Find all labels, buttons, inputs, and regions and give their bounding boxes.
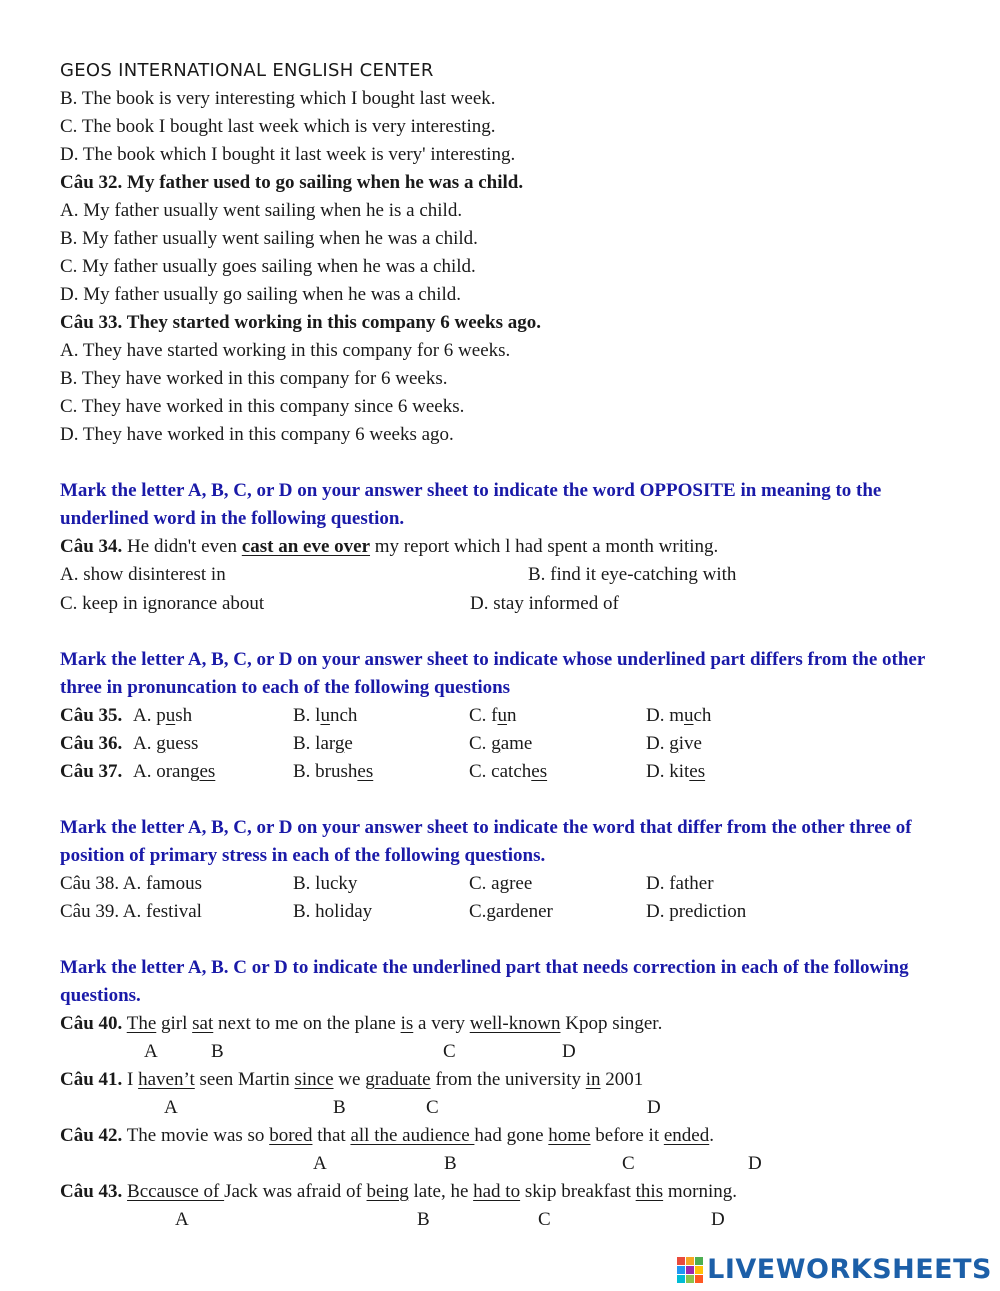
- q37-a-pre: A. orang: [133, 761, 200, 782]
- q43-text: skip breakfast: [520, 1181, 636, 1202]
- q34-post: my report which l had spent a month writing.: [370, 536, 719, 557]
- q36-c-pre: C.: [469, 733, 492, 754]
- q35-a-post: sh: [175, 705, 193, 726]
- q40-part-b: sat: [192, 1013, 214, 1034]
- q43-text: late, he: [408, 1181, 474, 1202]
- q38-option-b: B. lucky: [293, 873, 358, 894]
- q41-text: 2001: [600, 1069, 644, 1090]
- logo-grid-cell: [677, 1257, 685, 1265]
- q42-text: before it: [590, 1125, 664, 1146]
- q36-b-pre: B. lar: [293, 733, 335, 754]
- q34-label: Câu 34.: [60, 536, 123, 557]
- q41-part-b: since: [294, 1069, 334, 1090]
- instruction-stress: Mark the letter A, B, C, or D on your answer sheet to indicate the word that differ from the other three of position of primary stress in each of the following questions.: [60, 817, 912, 866]
- q35-b-pre: B. l: [293, 705, 321, 726]
- q42-letter-d: D: [748, 1153, 762, 1174]
- q40-text: girl: [156, 1013, 193, 1034]
- q37-b-underlined: es: [357, 761, 374, 782]
- q35-b-underlined: u: [320, 705, 330, 726]
- q40-part-d: well-known: [469, 1013, 561, 1034]
- q36-option-c: [469, 730, 532, 758]
- q42-part-c: home: [548, 1125, 591, 1146]
- logo-grid-cell: [695, 1257, 703, 1265]
- q33-option-b: B. They have worked in this company for 6 weeks.: [60, 368, 448, 389]
- q40-sentence: [60, 1010, 662, 1038]
- q41-text: seen Martin: [194, 1069, 295, 1090]
- q42-text: that: [312, 1125, 351, 1146]
- q32-option-d: D. My father usually go sailing when he was a child.: [60, 284, 462, 305]
- q42-text: .: [709, 1125, 714, 1146]
- q41-text: I: [122, 1069, 139, 1090]
- logo-grid-cell: [677, 1275, 685, 1283]
- instruction-pronunciation: Mark the letter A, B, C, or D on your answer sheet to indicate whose underlined part differs from the other three in pronuncation to each of the following questions: [60, 649, 925, 698]
- q37-b-pre: B. brush: [293, 761, 358, 782]
- q43-part-a: Bccauscе of: [127, 1181, 225, 1202]
- q43-label: Câu 43.: [60, 1181, 123, 1202]
- q33-option-d: D. They have worked in this company 6 weeks ago.: [60, 424, 454, 445]
- q40-part-a: The: [126, 1013, 157, 1034]
- q31-option-c: C. The book I bought last week which is very interesting.: [60, 116, 496, 137]
- q38-option-d: D. father: [646, 873, 714, 894]
- q40-letter-b: B: [211, 1041, 224, 1062]
- liveworksheets-logo[interactable]: [677, 1254, 992, 1285]
- instruction-correction: Mark the letter A, B. C or D to indicate the underlined part that needs correction in each of the following questions.: [60, 957, 909, 1006]
- q34-option-a: A. show disinterest in: [60, 564, 226, 585]
- q40-text: a very: [413, 1013, 470, 1034]
- q40-part-c: is: [400, 1013, 414, 1034]
- q37-c-pre: C. catch: [469, 761, 532, 782]
- q40-text: next to me on the plane: [213, 1013, 401, 1034]
- q35-label: Câu 35.: [60, 705, 123, 726]
- q37-d-underlined: es: [689, 761, 706, 782]
- logo-text: LIVEWORKSHEETS: [707, 1254, 992, 1285]
- q42-part-a: bored: [269, 1125, 313, 1146]
- q35-option-b: [293, 702, 357, 730]
- q37-c-underlined: es: [531, 761, 548, 782]
- instruction-opposite: Mark the letter A, B, C, or D on your answer sheet to indicate the word OPPOSITE in meaning to the underlined word in the following question.: [60, 480, 882, 529]
- q43-part-c: had to: [473, 1181, 521, 1202]
- q35-option-d: [646, 702, 711, 730]
- q35-d-underlined: u: [684, 705, 694, 726]
- q40-letter-d: D: [562, 1041, 576, 1062]
- q42-label: Câu 42.: [60, 1125, 123, 1146]
- q36-b-underlined: g: [334, 733, 345, 754]
- logo-grid-icon: [677, 1257, 703, 1283]
- q40-letter-a: A: [144, 1041, 158, 1062]
- q41-letter-a: A: [164, 1097, 178, 1118]
- q32-option-c: C. My father usually goes sailing when he was a child.: [60, 256, 476, 277]
- q35-c-underlined: u: [497, 705, 507, 726]
- q36-d-pre: D.: [646, 733, 670, 754]
- header-title: GEOS INTERNATIONAL ENGLISH CENTER: [60, 60, 434, 81]
- q41-letter-d: D: [647, 1097, 661, 1118]
- q34-stem: [60, 533, 718, 561]
- q43-text: Jack was afraid of: [224, 1181, 367, 1202]
- q36-c-post: ame: [500, 733, 533, 754]
- q33-option-c: C. They have worked in this company since 6 weeks.: [60, 396, 465, 417]
- logo-grid-cell: [686, 1266, 694, 1274]
- q41-part-a: haven’t: [138, 1069, 195, 1090]
- logo-grid-cell: [695, 1266, 703, 1274]
- q38-option-c: C. agree: [469, 873, 533, 894]
- q43-part-d: this: [635, 1181, 664, 1202]
- q36-option-d: [646, 730, 702, 758]
- q43-letter-c: C: [538, 1209, 551, 1230]
- q36-a-pre: A.: [133, 733, 157, 754]
- q31-option-d: D. The book which I bought it last week is very' interesting.: [60, 144, 516, 165]
- q37-option-b: [293, 758, 373, 786]
- q42-letter-b: B: [444, 1153, 457, 1174]
- q40-text: Kpop singer.: [560, 1013, 663, 1034]
- q36-c-underlined: g: [491, 733, 501, 754]
- q41-text: we: [333, 1069, 366, 1090]
- q39-option-c: C.gardener: [469, 901, 553, 922]
- q33-stem: Câu 33. They started working in this company 6 weeks ago.: [60, 312, 542, 333]
- q41-label: Câu 41.: [60, 1069, 123, 1090]
- q42-text: had gone: [474, 1125, 549, 1146]
- q36-d-underlined: g: [669, 733, 679, 754]
- q39-option-d: D. prediction: [646, 901, 747, 922]
- q38-label-option-a: Câu 38. A. famous: [60, 873, 202, 894]
- q34-pre: He didn't even: [122, 536, 242, 557]
- q35-c-post: n: [507, 705, 517, 726]
- q43-letter-d: D: [711, 1209, 725, 1230]
- q40-letter-c: C: [443, 1041, 456, 1062]
- q36-option-a: [133, 730, 198, 758]
- q36-label: Câu 36.: [60, 733, 123, 754]
- q34-option-d: D. stay informed of: [470, 593, 619, 614]
- q35-d-pre: D. m: [646, 705, 684, 726]
- q37-label: Câu 37.: [60, 761, 123, 782]
- q32-option-a: A. My father usually went sailing when he is a child.: [60, 200, 463, 221]
- q35-d-post: ch: [693, 705, 712, 726]
- q40-label: Câu 40.: [60, 1013, 123, 1034]
- q36-option-b: [293, 730, 353, 758]
- logo-grid-cell: [695, 1275, 703, 1283]
- q31-option-b: B. The book is very interesting which I bought last week.: [60, 88, 496, 109]
- q36-b-post: e: [344, 733, 353, 754]
- q34-option-b: B. find it eye-catching with: [528, 564, 737, 585]
- logo-grid-cell: [686, 1257, 694, 1265]
- q36-d-post: ive: [678, 733, 702, 754]
- q37-option-c: [469, 758, 547, 786]
- logo-grid-cell: [677, 1266, 685, 1274]
- q42-part-d: ended: [663, 1125, 710, 1146]
- q43-sentence: [60, 1178, 737, 1206]
- q36-a-underlined: g: [156, 733, 166, 754]
- q43-letter-b: B: [417, 1209, 430, 1230]
- q41-letter-b: B: [333, 1097, 346, 1118]
- q42-part-b: all the audience: [350, 1125, 475, 1146]
- q41-text: from the university: [430, 1069, 586, 1090]
- q42-text: The movie was so: [122, 1125, 270, 1146]
- q41-part-c: graduate: [365, 1069, 431, 1090]
- q42-sentence: [60, 1122, 714, 1150]
- q35-option-a: [133, 702, 192, 730]
- q35-a-pre: A. p: [133, 705, 166, 726]
- q37-d-pre: D. kit: [646, 761, 690, 782]
- q35-b-post: nch: [329, 705, 358, 726]
- q43-text: morning.: [663, 1181, 737, 1202]
- q36-a-post: uess: [165, 733, 199, 754]
- logo-grid-cell: [686, 1275, 694, 1283]
- q39-label-option-a: Câu 39. A. festival: [60, 901, 202, 922]
- q35-a-underlined: u: [165, 705, 176, 726]
- q35-option-c: [469, 702, 517, 730]
- q37-option-a: [133, 758, 215, 786]
- q43-letter-a: A: [175, 1209, 189, 1230]
- q33-option-a: A. They have started working in this company for 6 weeks.: [60, 340, 511, 361]
- q42-letter-a: A: [313, 1153, 327, 1174]
- q41-part-d: in: [585, 1069, 601, 1090]
- q35-c-pre: C. f: [469, 705, 498, 726]
- q41-sentence: [60, 1066, 643, 1094]
- q32-stem: Câu 32. My father used to go sailing when he was a child.: [60, 172, 524, 193]
- q37-a-underlined: es: [199, 761, 216, 782]
- q39-option-b: B. holiday: [293, 901, 373, 922]
- q43-part-b: being: [366, 1181, 409, 1202]
- q34-underlined: cast an eve over: [241, 536, 371, 557]
- q34-option-c: C. keep in ignorance about: [60, 593, 265, 614]
- q32-option-b: B. My father usually went sailing when he was a child.: [60, 228, 478, 249]
- q37-option-d: [646, 758, 705, 786]
- q41-letter-c: C: [426, 1097, 439, 1118]
- q42-letter-c: C: [622, 1153, 635, 1174]
